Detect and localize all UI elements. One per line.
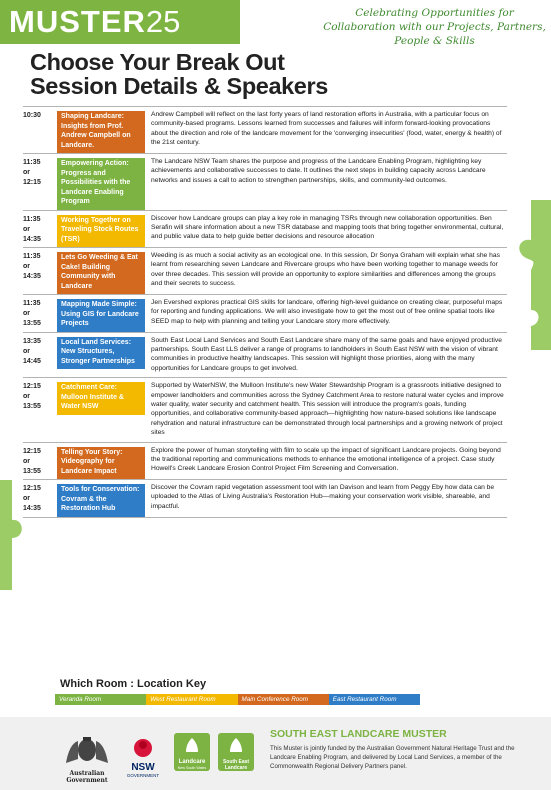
- page-title-line2: Session Details & Speakers: [30, 73, 328, 99]
- session-time: 12:15: [23, 179, 41, 186]
- puzzle-piece-right-decoration: [517, 200, 551, 350]
- session-time: 12:15: [23, 447, 41, 455]
- landcare-hands-icon: [182, 736, 202, 754]
- session-time: or: [23, 495, 30, 503]
- muster-word: MUSTER: [9, 4, 146, 39]
- session-description: South East Local Land Services and South East Landcare share many of the same goals and have enjoyed productive partnerships. South East LLS deliver a range of programs to landholders in South East NSW with the vision of vibrant communities in productive healthy landscapes. This session will highlight those priorities, along with the many opportunities for Landcare groups to get involved.: [145, 332, 507, 378]
- session-title-cell: [57, 248, 145, 295]
- session-times: [23, 480, 57, 518]
- session-time: 14:35: [23, 235, 41, 243]
- session-time: 14:35: [23, 505, 41, 513]
- session-title: Catchment Care: Mulloon Institute & Water NSW: [57, 382, 145, 415]
- session-row: [23, 480, 507, 518]
- session-description: The Landcare NSW Team shares the purpose and progress of the Landcare Enabling Program, highlighting key achievements and collaborative successes to date. It outlines the next steps in building capacity across Landcare networks and issues a call to action to strengthen partnerships, skills, and community-led outcomes.: [145, 154, 507, 211]
- session-title-cell: [57, 107, 145, 154]
- session-row: [23, 295, 507, 333]
- session-time: 13:55: [23, 467, 41, 475]
- coat-of-arms-icon: [52, 735, 122, 765]
- session-time: 11:35: [23, 253, 41, 260]
- session-title-cell: [57, 154, 145, 211]
- session-times: [23, 378, 57, 442]
- session-time: or: [23, 263, 30, 270]
- room-key-item: West Restaurant Room: [146, 694, 237, 705]
- nsw-label: NSW: [131, 762, 155, 773]
- australian-government-logo: [52, 735, 122, 784]
- south-east-landcare-logo: [218, 733, 254, 771]
- session-title-cell: [57, 378, 145, 442]
- session-title: Mapping Made Simple: Using GIS for Landcare Projects: [57, 299, 145, 332]
- session-title: Shaping Landcare: Insights from Prof. Andrew Campbell on Landcare.: [57, 111, 145, 153]
- session-time: 14:45: [23, 357, 41, 365]
- session-title-cell: [57, 295, 145, 333]
- sessions-body: [23, 107, 507, 518]
- page-title-line1: Choose Your Break Out: [30, 49, 285, 75]
- session-time: 11:35: [23, 300, 41, 307]
- session-time: or: [23, 310, 30, 317]
- room-key-title: Which Room : Location Key: [60, 678, 207, 690]
- session-time: or: [23, 225, 30, 233]
- session-time: or: [23, 347, 30, 355]
- nsw-government-label: GOVERNMENT: [126, 773, 160, 778]
- australian-government-label: Australian Government: [66, 770, 108, 784]
- session-description: Explore the power of human storytelling with film to scale up the impact of significant Landcare projects. Going beyond the traditional reporting and communications methods to enhance the emotional intelligence of a project. Case study Howell's Creek Landcare Erosion Control Project Film Screening and Conversation.: [145, 442, 507, 480]
- landcare-hands-icon: [226, 736, 246, 754]
- session-times: [23, 248, 57, 295]
- session-row: [23, 332, 507, 378]
- room-key-item: Veranda Room: [55, 694, 146, 705]
- session-description: Andrew Campbell will reflect on the last forty years of land restoration efforts in Australia, with a particular focus on community-based programs. Lessons learned from successes and failures will inform forward-looking provocations about the direction and role of the landcare movement for the 'converging insecurities' (food, water, energy & health) of the 21st century.: [145, 107, 507, 154]
- sessions-table: [23, 106, 507, 518]
- session-title-cell: [57, 442, 145, 480]
- session-row: [23, 442, 507, 480]
- footer-funding-text: This Muster is jointly funded by the Australian Government Natural Heritage Trust and the Landcare Enabling Program, and delivered by Local Land Services, a member of the Commonwealth Regional Delivery Partners panel.: [270, 745, 515, 770]
- muster-number: 25: [145, 4, 181, 39]
- session-time: 13:35: [23, 337, 41, 345]
- session-times: [23, 332, 57, 378]
- session-times: [23, 107, 57, 154]
- session-time: 11:35: [23, 159, 41, 166]
- session-title-cell: [57, 480, 145, 518]
- session-time: 10:30: [23, 112, 41, 119]
- waratah-icon: [128, 736, 158, 758]
- session-title: Tools for Conservation: Covram & the Restoration Hub: [57, 484, 145, 517]
- session-times: [23, 154, 57, 211]
- session-time: 12:15: [23, 383, 41, 391]
- session-description: Jen Evershed explores practical GIS skills for landcare, offering high-level guidance on creating clear, purposeful maps for reporting and funding applications. We will also investigate how to get the most out of free online spatial tools like SEED map to help with planning and telling your Landcare story more effectively.: [145, 295, 507, 333]
- room-key-item: Main Conference Room: [238, 694, 329, 705]
- landcare-nsw-logo: [174, 733, 210, 771]
- page-title: [30, 50, 328, 98]
- nsw-government-logo: [124, 736, 162, 778]
- session-times: [23, 442, 57, 480]
- session-time: 14:35: [23, 273, 41, 280]
- session-row: [23, 378, 507, 442]
- session-title: Working Together on Traveling Stock Routes (TSR): [57, 215, 145, 248]
- session-row: [23, 154, 507, 211]
- session-description: Discover the Covram rapid vegetation assessment tool with Ian Davison and learn from Peggy Eby how data can be uploaded to the Atlas of Living Australia's Restoration Hub—making your conservation work visible, shareable, and impactful.: [145, 480, 507, 518]
- room-key-item: East Restaurant Room: [329, 694, 420, 705]
- tagline: Celebrating Opportunities for Collaboration with our Projects, Partners, People & Skills: [323, 7, 546, 47]
- session-description: Discover how Landcare groups can play a key role in managing TSRs through new collaboration opportunities. Ben Serafin will share information about a new TSR database and mapping tools that bring together environmental, cultural, and public value data to help guide better decisions and resource allocation: [145, 210, 507, 248]
- landcare-label: Landcare: [178, 759, 206, 765]
- session-times: [23, 210, 57, 248]
- muster-logo: [9, 5, 180, 39]
- session-times: [23, 295, 57, 333]
- session-title: Empowering Action: Progress and Possibilities with the Landcare Enabling Program: [57, 158, 145, 210]
- session-title: Telling Your Story: Videography for Landcare Impact: [57, 447, 145, 480]
- landcare-sub-label: New South Wales: [177, 766, 207, 770]
- session-description: Supported by WaterNSW, the Mulloon Institute's new Water Stewardship Program is a grassroots initiative designed to empower landholders and communities across the Sydney Catchment Area to restore natural water cycles and improve water quality, water security and catchment health. This session will introduce the program's goals, funding opportunities, and collaborative community-based approach—highlighting how nature-based solutions like landscape rehydration and natural infrastructure can be demonstrated through local partnerships and a growing network of project sites: [145, 378, 507, 442]
- session-time: or: [23, 457, 30, 465]
- session-row: [23, 107, 507, 154]
- session-description: Weeding is as much a social activity as an ecological one. In this session, Dr Sonya Graham will explain what she has learnt from researching seven Landcare and Rivercare groups who have been working together to manage weeds for over three decades. This session will provide an opportunity to explore similarities and differences among the groups and their secrets to success.: [145, 248, 507, 295]
- session-title: Lets Go Weeding & Eat Cake! Building Community with Landcare: [57, 252, 145, 294]
- room-key: [55, 694, 420, 705]
- session-time: or: [23, 169, 30, 176]
- session-title-cell: [57, 332, 145, 378]
- session-time: or: [23, 393, 30, 401]
- session-row: [23, 248, 507, 295]
- session-title: Local Land Services: New Structures, Stronger Partnerships: [57, 337, 145, 370]
- south-east-landcare-label: South East Landcare: [222, 759, 250, 771]
- session-time: 11:35: [23, 215, 41, 223]
- session-row: [23, 210, 507, 248]
- session-time: 13:55: [23, 403, 41, 411]
- session-title-cell: [57, 210, 145, 248]
- session-time: 13:55: [23, 320, 41, 327]
- session-time: 12:15: [23, 485, 41, 493]
- footer-title: SOUTH EAST LANDCARE MUSTER: [270, 728, 447, 740]
